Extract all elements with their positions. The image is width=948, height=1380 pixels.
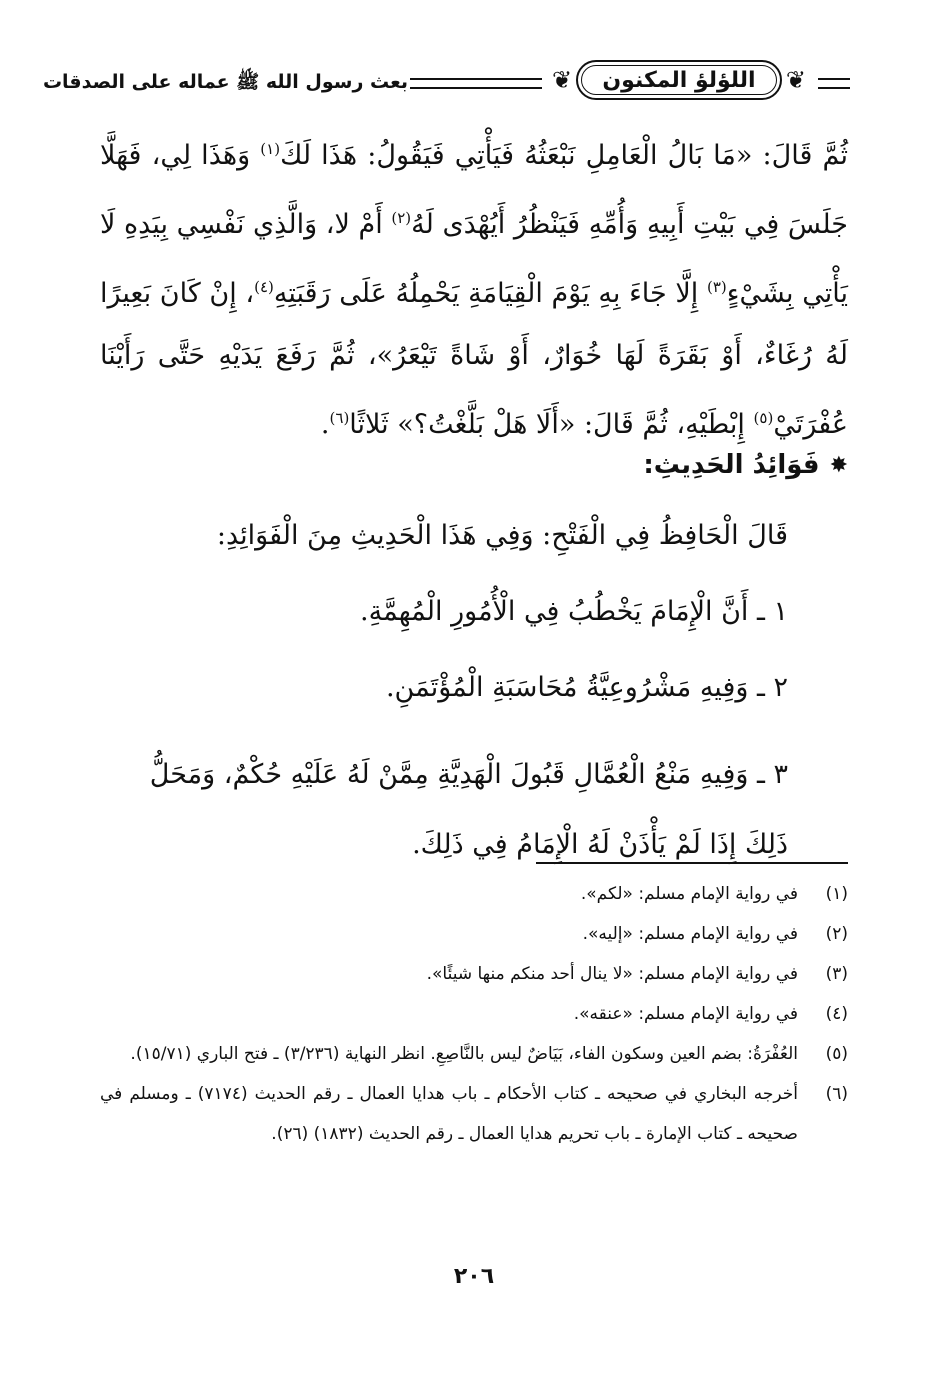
book-title: اللؤلؤ المكنون bbox=[596, 68, 761, 93]
benefits-intro: قَالَ الْحَافِظُ فِي الْفَتْحِ: وَفِي هَذَا الْحَدِيثِ مِنَ الْفَوَائِدِ: bbox=[216, 520, 788, 551]
star-ornament-icon: ✸ bbox=[829, 452, 848, 478]
footnote-text: في رواية الإمام مسلم: «لا ينال أحد منكم منها شيئًا». bbox=[426, 964, 798, 984]
footnote bbox=[100, 914, 848, 954]
benefit-item-2: ٢ ـ وَفِيهِ مَشْرُوعِيَّةُ مُحَاسَبَةِ الْمُؤْتَمَنِ. bbox=[385, 672, 788, 703]
footnote-marker: (٥) bbox=[753, 409, 774, 427]
footnote-number: (١) bbox=[825, 884, 848, 904]
footnote-number: (٦) bbox=[825, 1084, 848, 1104]
text-run: إِلَّا جَاءَ بِهِ يَوْمَ الْقِيَامَةِ يَحْمِلُهُ عَلَى رَقَبَتِهِ bbox=[273, 278, 707, 309]
footnote-marker: (٤) bbox=[254, 278, 274, 296]
text-run: . bbox=[320, 409, 330, 440]
text-run: أَمْ لا، وَالَّذِي نَفْسِي بِيَدِهِ لَا يَأْتِي بِشَيْءٍ bbox=[100, 209, 848, 309]
footnote-separator bbox=[536, 862, 848, 864]
text-run: وَهَذَا لِي، فَهَلَّا جَلَسَ فِي بَيْتِ أَبِيهِ وَأُمِّهِ فَيَنْظُرُ أَيُهْدَى لَهُ bbox=[100, 140, 848, 240]
footnote-marker: (٣) bbox=[706, 278, 727, 296]
footnote-text: في رواية الإمام مسلم: «لكم». bbox=[580, 884, 798, 904]
footnote bbox=[100, 994, 848, 1034]
footnote-text: في رواية الإمام مسلم: «إليه». bbox=[582, 924, 798, 944]
benefits-heading bbox=[643, 450, 848, 480]
footnote bbox=[100, 1074, 848, 1154]
footnote-marker: (١) bbox=[260, 140, 281, 158]
footnote-number: (٣) bbox=[825, 964, 848, 984]
footnote bbox=[100, 954, 848, 994]
main-text bbox=[100, 118, 848, 456]
footnote-text: في رواية الإمام مسلم: «عنقه». bbox=[573, 1004, 798, 1024]
book-title-cartouche bbox=[548, 54, 810, 106]
hadith-paragraph bbox=[100, 118, 848, 456]
footnote-marker: (٢) bbox=[391, 209, 412, 227]
footnote-number: (٢) bbox=[825, 924, 848, 944]
page-number: ٢٠٦ bbox=[453, 1264, 495, 1289]
benefits-heading-text: فَوَائِدُ الحَدِيثِ: bbox=[643, 450, 820, 480]
benefit-item-3: ٣ ـ وَفِيهِ مَنْعُ الْعُمَّالِ قَبُولَ الْهَدِيَّةِ مِمَّنْ لَهُ عَلَيْهِ حُكْمٌ، وَمَحَلُّ ذَلِكَ إِذَا لَمْ يَأْذَنْ لَهُ الْإِمَامُ فِي ذَلِكَ. bbox=[149, 759, 788, 860]
footnote bbox=[100, 1034, 848, 1074]
text-run: إِبْطَيْهِ، ثُمَّ قَالَ: «أَلَا هَلْ بَلَّغْتُ؟» ثَلاثًا bbox=[349, 409, 754, 440]
text-run: ، إِنْ كَانَ بَعِيرًا لَهُ رُغَاءٌ، أَوْ بَقَرَةً لَهَا خُوَارٌ، أَوْ شَاةً تَيْعَرُ»، ثُمَّ رَفَعَ يَدَيْهِ حَتَّى رَأَيْنَا عُفْرَتَيْ bbox=[100, 278, 848, 440]
footnote-number: (٥) bbox=[825, 1044, 848, 1064]
footnote-text: العُفْرَةُ: بضم العين وسكون الفاء، بَيَاضٌ ليس بالنَّاصِعِ. انظر النهاية (٣/٢٣٦) ـ فتح الباري (١٥/٧١). bbox=[130, 1044, 798, 1064]
footnote-number: (٤) bbox=[825, 1004, 848, 1024]
running-header bbox=[42, 48, 850, 112]
footnote bbox=[100, 874, 848, 914]
chapter-title: بعث رسول الله ﷺ عماله على الصدقات bbox=[42, 71, 408, 93]
text-run: ثُمَّ قَالَ: «مَا بَالُ الْعَامِلِ نَبْعَثُهُ فَيَأْتِي فَيَقُولُ: هَذَا لَكَ bbox=[280, 140, 848, 171]
footnote-marker: (٦) bbox=[329, 409, 350, 427]
footnote-text: أخرجه البخاري في صحيحه ـ كتاب الأحكام ـ باب هدايا العمال ـ رقم الحديث (٧١٧٤) ـ ومسلم في صحيحه ـ كتاب الإمارة ـ باب تحريم هدايا العمال ـ رقم الحديث (١٨٣٢) (٢٦). bbox=[100, 1084, 798, 1144]
footnotes bbox=[100, 874, 848, 1154]
header-rule-right bbox=[818, 78, 850, 89]
benefit-item-1: ١ ـ أَنَّ الْإِمَامَ يَخْطُبُ فِي الْأُمُورِ الْمُهِمَّةِ. bbox=[360, 596, 788, 627]
header-rule-middle bbox=[410, 78, 542, 89]
ornament-right-icon: ❦ bbox=[785, 66, 806, 94]
ornament-left-icon: ❦ bbox=[552, 66, 573, 94]
